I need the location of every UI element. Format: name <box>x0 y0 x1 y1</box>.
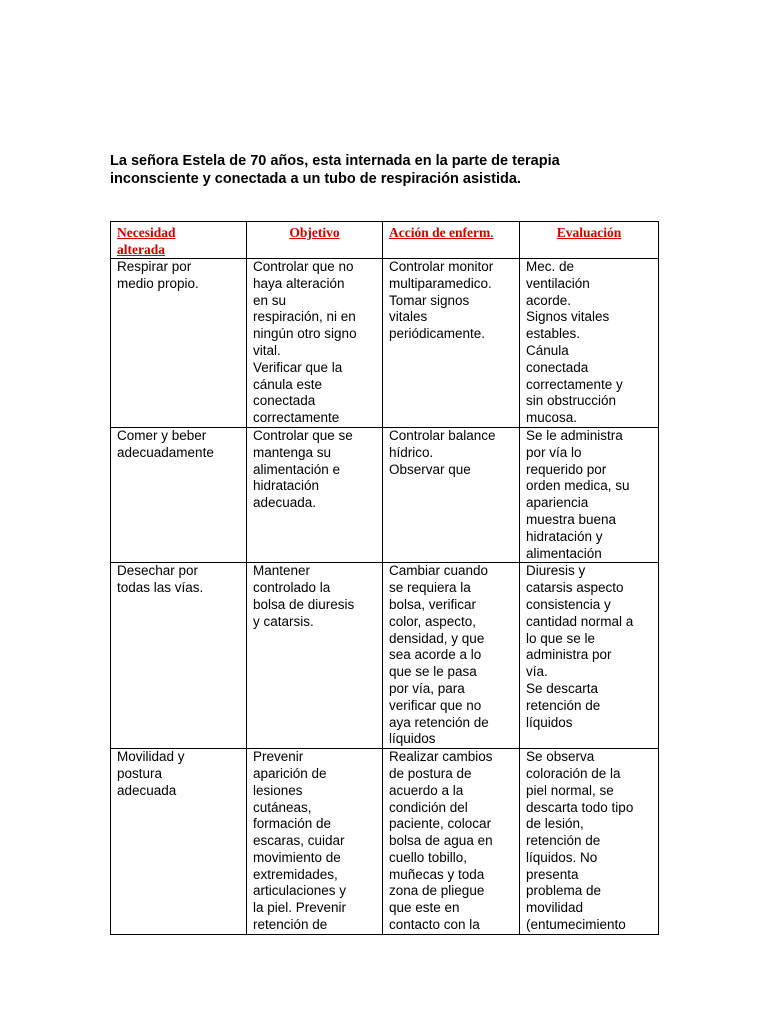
cell-line: Controlar que se <box>253 427 353 443</box>
cell-line: alimentación e <box>253 461 341 477</box>
header-need-line-2: alterada <box>117 242 165 257</box>
cell-line: adecuada <box>117 782 177 798</box>
cell-line: líquidos <box>526 714 573 730</box>
cell-line: cuello tobillo, <box>389 849 468 865</box>
cell-line: ningún otro signo <box>253 326 357 342</box>
cell-line: de lesión, <box>526 816 584 832</box>
cell-line: formación de <box>253 816 332 832</box>
cell-line: Comer y beber <box>117 427 207 443</box>
cell-line: Movilidad y <box>117 749 185 765</box>
cell-line: descarta todo tipo <box>526 799 634 815</box>
cell-line: mucosa. <box>526 410 578 426</box>
cell-line: en su <box>253 292 287 308</box>
cell-line: requerido por <box>526 461 607 477</box>
header-need-line-1: Necesidad <box>117 225 176 240</box>
cell-line: Mantener <box>253 563 311 579</box>
cell-evaluation <box>520 749 659 935</box>
cell-line: catarsis aspecto <box>526 580 624 596</box>
cell-line: problema de <box>526 883 602 899</box>
cell-need <box>111 749 247 935</box>
cell-line: líquidos. No <box>526 849 598 865</box>
cell-line: hídrico. <box>389 444 434 460</box>
header-objective-label: Objetivo <box>289 225 340 240</box>
cell-line: controlado la <box>253 580 331 596</box>
cell-line: Desechar por <box>117 563 199 579</box>
cell-line: verificar que no <box>389 697 482 713</box>
cell-line: muñecas y toda <box>389 866 485 882</box>
cell-line: hidratación y <box>526 528 603 544</box>
cell-line: Controlar que no <box>253 259 354 274</box>
cell-line: por vía lo <box>526 444 582 460</box>
cell-line: contacto con la <box>389 917 480 933</box>
cell-line: adecuada. <box>253 495 317 511</box>
cell-need <box>111 259 247 428</box>
cell-line: orden medica, su <box>526 478 630 494</box>
cell-line: conectada <box>526 359 589 375</box>
cell-line: Prevenir <box>253 749 304 765</box>
table-row <box>111 749 659 935</box>
cell-evaluation <box>520 427 659 562</box>
cell-line: (entumecimiento <box>526 917 626 933</box>
cell-line: apariencia <box>526 495 589 511</box>
intro-text <box>110 152 670 188</box>
intro-line-1: La señora Estela de 70 años, esta internada en la parte de terapia <box>110 153 560 169</box>
cell-line: Diuresis y <box>526 563 586 579</box>
cell-line: líquidos <box>389 731 436 747</box>
cell-line: retención de <box>526 833 601 849</box>
header-action <box>383 222 520 259</box>
cell-action <box>383 563 520 749</box>
cell-line: correctamente y <box>526 376 623 392</box>
cell-line: Tomar signos <box>389 292 470 308</box>
cell-line: extremidades, <box>253 866 338 882</box>
table-row <box>111 259 659 428</box>
cell-line: y catarsis. <box>253 613 314 629</box>
cell-line: Controlar balance <box>389 427 496 443</box>
cell-line: paciente, colocar <box>389 816 492 832</box>
cell-line: vital. <box>253 342 281 358</box>
cell-line: Signos vitales <box>526 309 610 325</box>
cell-line: Cambiar cuando <box>389 563 489 579</box>
cell-evaluation <box>520 259 659 428</box>
cell-line: Se le administra <box>526 427 623 443</box>
cell-need <box>111 427 247 562</box>
nursing-care-table <box>110 221 659 935</box>
cell-line: cánula este <box>253 376 323 392</box>
cell-line: hidratación <box>253 478 320 494</box>
cell-line: vía. <box>526 664 548 680</box>
cell-line: Verificar que la <box>253 359 343 375</box>
cell-line: Mec. de <box>526 259 575 274</box>
cell-line: Se observa <box>526 749 595 765</box>
cell-line: consistencia y <box>526 596 611 612</box>
cell-line: periódicamente. <box>389 326 486 342</box>
cell-line: administra por <box>526 647 612 663</box>
cell-line: lesiones <box>253 782 303 798</box>
cell-line: conectada <box>253 393 316 409</box>
cell-line: escaras, cuidar <box>253 833 345 849</box>
cell-line: color, aspecto, <box>389 613 477 629</box>
header-action-label: Acción de enferm <box>389 225 491 240</box>
cell-need <box>111 563 247 749</box>
cell-action <box>383 259 520 428</box>
cell-line: vitales <box>389 309 428 325</box>
cell-line: ventilación <box>526 275 590 291</box>
cell-line: por vía, para <box>389 680 465 696</box>
cell-objective <box>247 427 383 562</box>
header-action-suffix: . <box>490 225 494 240</box>
cell-line: respiración, ni en <box>253 309 356 325</box>
cell-line: haya alteración <box>253 275 345 291</box>
cell-line: movilidad <box>526 900 584 916</box>
cell-line: densidad, y que <box>389 630 485 646</box>
header-evaluation <box>520 222 659 259</box>
cell-line: mantenga su <box>253 444 332 460</box>
intro-line-2: inconsciente y conectada a un tubo de respiración asistida. <box>110 171 521 187</box>
table-row <box>111 427 659 562</box>
cell-line: que se le pasa <box>389 664 477 680</box>
cell-line: Observar que <box>389 461 471 477</box>
cell-line: presenta <box>526 866 579 882</box>
table-row <box>111 563 659 749</box>
cell-line: coloración de la <box>526 765 621 781</box>
cell-line: aya retención de <box>389 714 489 730</box>
cell-line: alimentación <box>526 545 602 561</box>
cell-line: lo que se le <box>526 630 596 646</box>
cell-line: articulaciones y <box>253 883 347 899</box>
cell-line: zona de pliegue <box>389 883 485 899</box>
cell-line: retención de <box>526 697 601 713</box>
cell-evaluation <box>520 563 659 749</box>
cell-line: correctamente <box>253 410 340 426</box>
cell-line: bolsa de diuresis <box>253 596 355 612</box>
cell-line: retención de <box>253 917 328 933</box>
cell-line: de postura de <box>389 765 472 781</box>
cell-line: sin obstrucción <box>526 393 617 409</box>
cell-line: acuerdo a la <box>389 782 464 798</box>
cell-line: adecuadamente <box>117 444 214 460</box>
cell-line: cantidad normal a <box>526 613 634 629</box>
header-need <box>111 222 247 259</box>
cell-line: Cánula <box>526 342 569 358</box>
cell-line: muestra buena <box>526 511 617 527</box>
cell-line: acorde. <box>526 292 572 308</box>
cell-line: piel normal, se <box>526 782 614 798</box>
cell-line: bolsa, verificar <box>389 596 477 612</box>
header-objective <box>247 222 383 259</box>
cell-line: sea acorde a lo <box>389 647 482 663</box>
cell-line: cutáneas, <box>253 799 312 815</box>
cell-line: todas las vías. <box>117 580 204 596</box>
cell-line: que este en <box>389 900 460 916</box>
cell-action <box>383 427 520 562</box>
cell-line: Realizar cambios <box>389 749 493 765</box>
cell-line: postura <box>117 765 163 781</box>
cell-line: se requiera la <box>389 580 471 596</box>
cell-objective <box>247 563 383 749</box>
cell-line: Respirar por <box>117 259 192 274</box>
header-evaluation-label: Evaluación <box>556 225 622 240</box>
cell-line: bolsa de agua en <box>389 833 493 849</box>
cell-objective <box>247 259 383 428</box>
cell-line: movimiento de <box>253 849 341 865</box>
cell-line: la piel. Prevenir <box>253 900 347 916</box>
cell-line: aparición de <box>253 765 327 781</box>
cell-line: estables. <box>526 326 581 342</box>
cell-line: condición del <box>389 799 468 815</box>
cell-action <box>383 749 520 935</box>
cell-line: Se descarta <box>526 680 599 696</box>
table-header-row <box>111 222 659 259</box>
cell-line: medio propio. <box>117 275 199 291</box>
cell-line: multiparamedico. <box>389 275 492 291</box>
cell-line: Controlar monitor <box>389 259 494 274</box>
cell-objective <box>247 749 383 935</box>
